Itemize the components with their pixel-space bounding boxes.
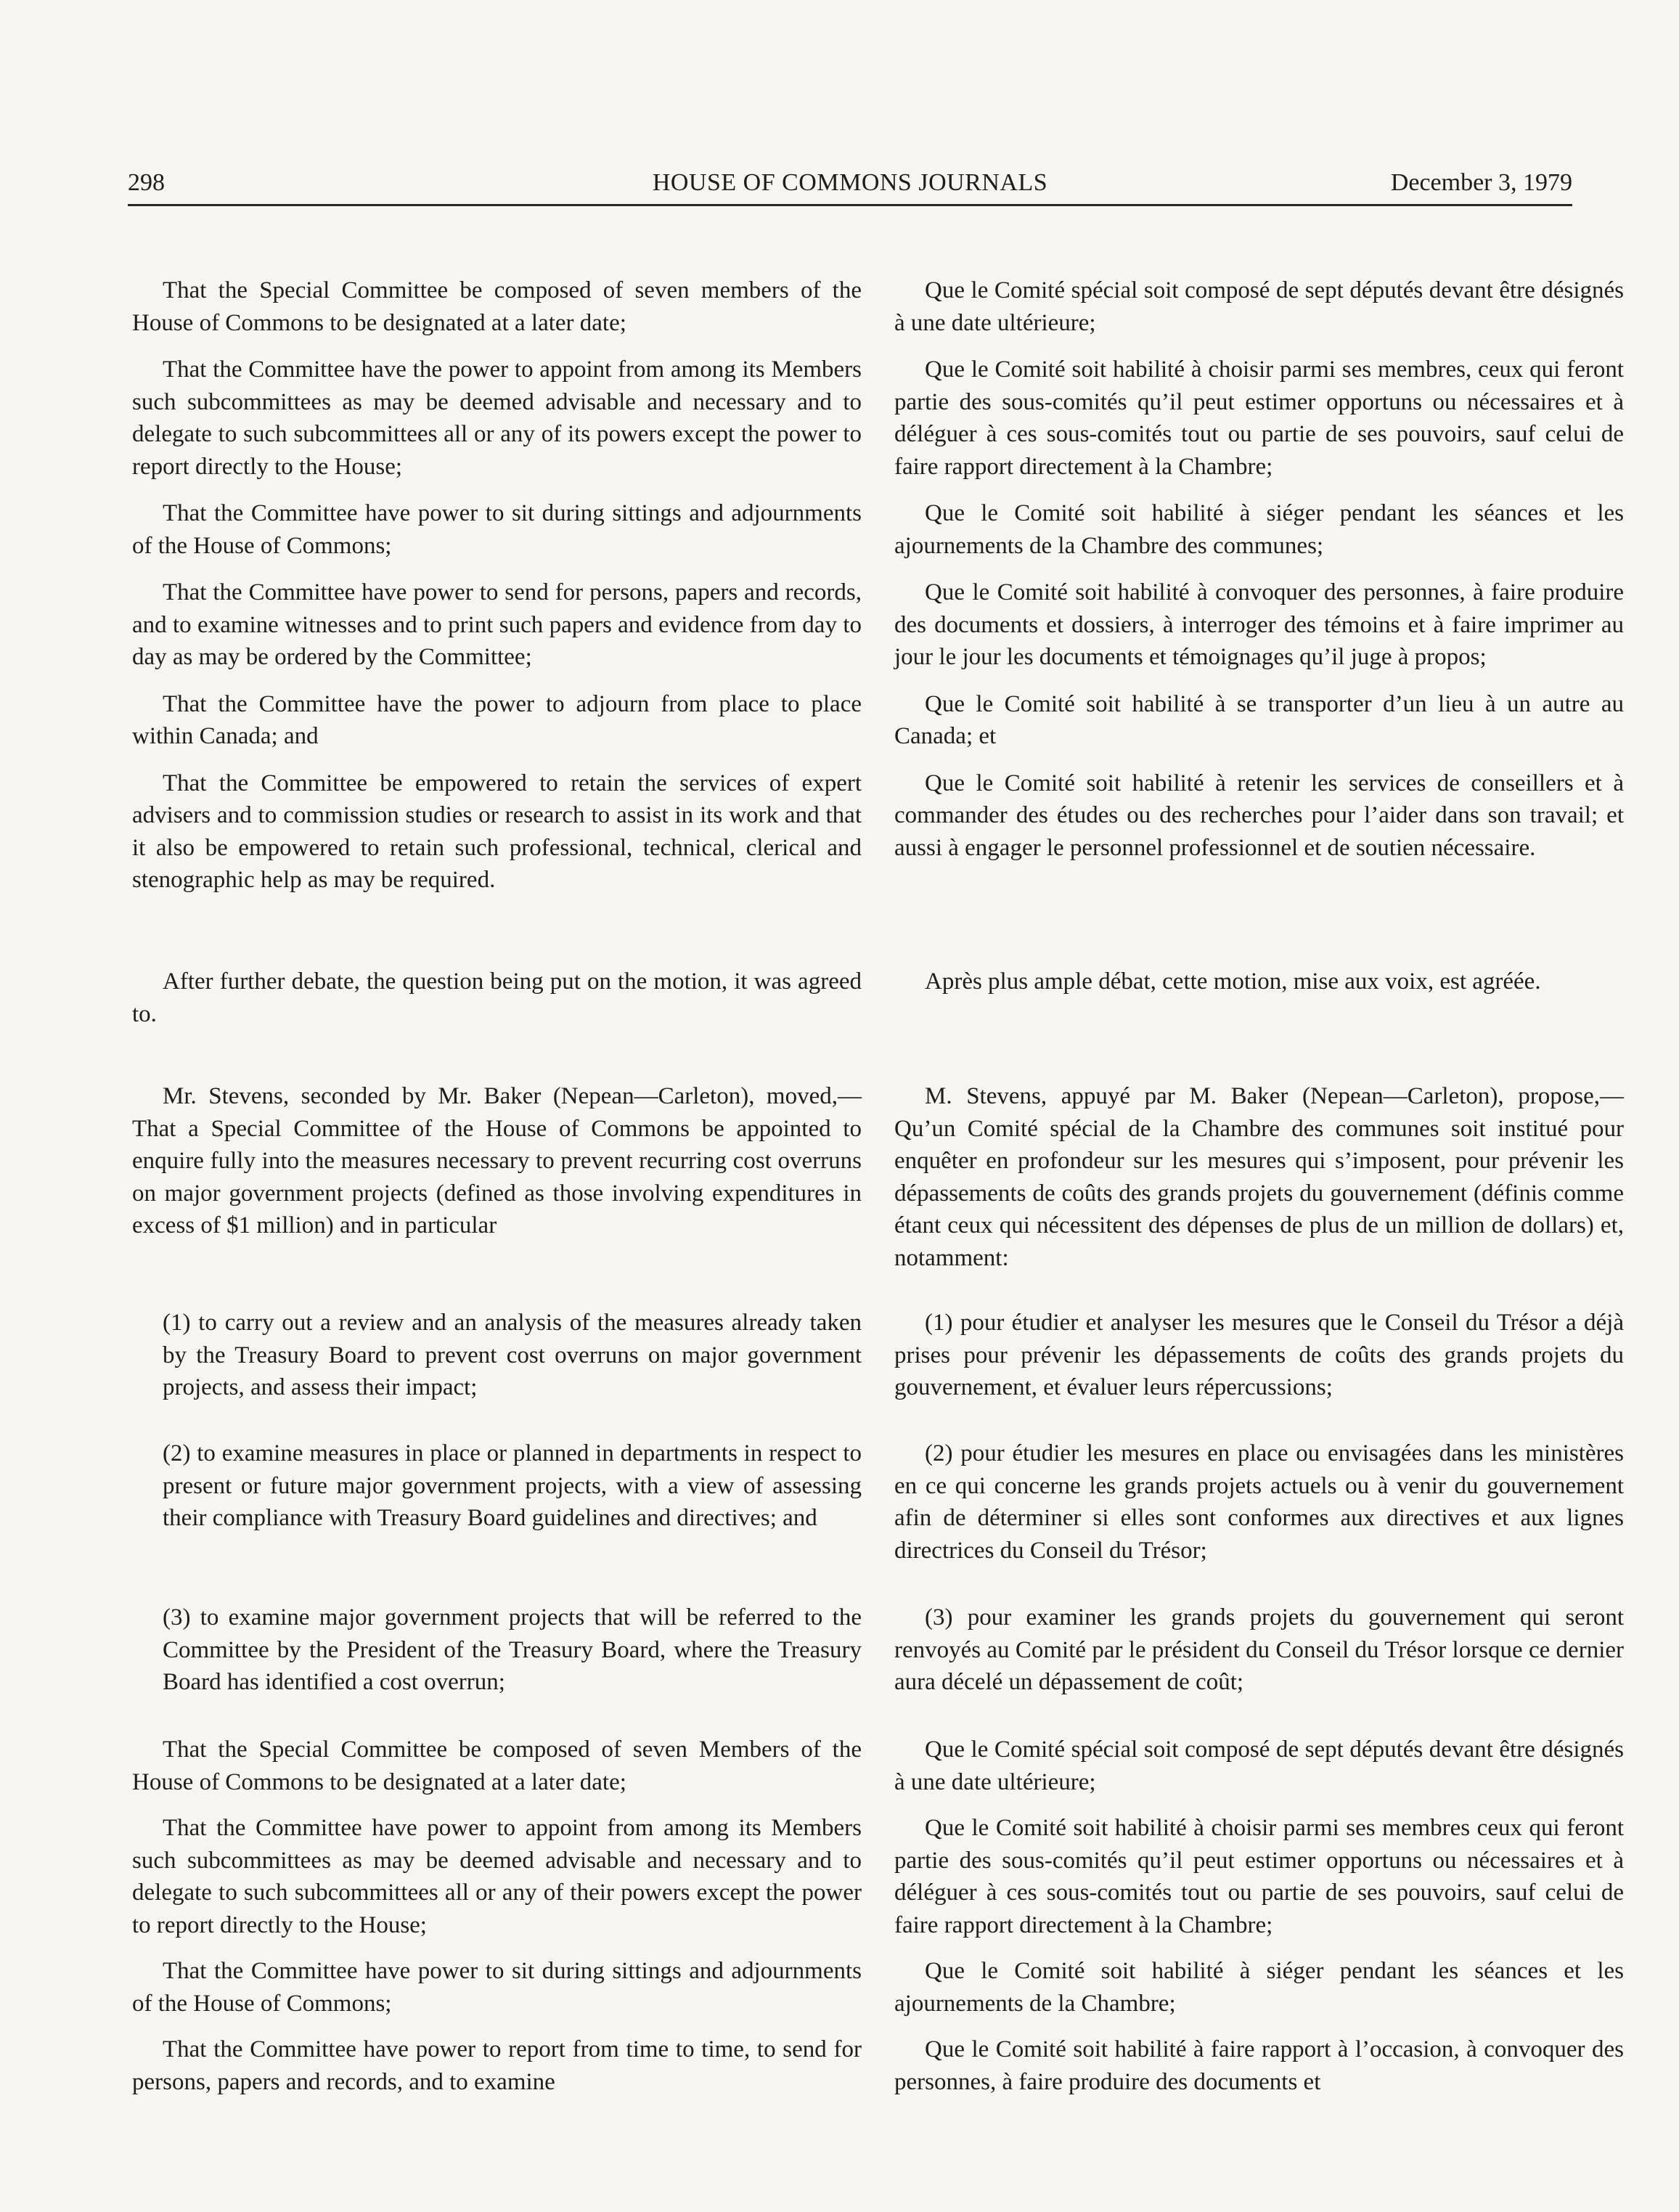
french-item-1 [894, 1307, 1624, 1404]
paragraph: That the Committee have power to sit during sittings and adjournments of the House of Commons; [132, 500, 862, 559]
paragraph: That the Committee have the power to adjourn from place to place within Canada; and [132, 690, 862, 749]
page-header [128, 168, 1572, 205]
french-agreed [894, 966, 1624, 998]
english-agreed [132, 966, 862, 1030]
english-first-motion [132, 274, 862, 897]
paragraph: Que le Comité soit habilité à retenir les services de conseillers et à commander des études ou des recherches pour l’aider dans son travail; et aussi à engager le personnel professionnel et de soutien nécessaire. [894, 770, 1624, 861]
paragraph: After further debate, the question being put on the motion, it was agreed to. [132, 968, 862, 1027]
list-item: (2) to examine measures in place or planned in departments in respect to present or future major government projects, with a view of assessing their compliance with Treasury Board guidelines and directives; and [163, 1440, 862, 1531]
french-item-3 [894, 1601, 1624, 1699]
paragraph: Que le Comité soit habilité à siéger pendant les séances et les ajournements de la Chambre des communes; [894, 500, 1624, 559]
paragraph: That the Special Committee be composed of seven Members of the House of Commons to be designated at a later date; [132, 1736, 862, 1795]
paragraph: Que le Comité soit habilité à faire rapport à l’occasion, à convoquer des personnes, à faire produire des documents et [894, 2036, 1624, 2095]
paragraph: Mr. Stevens, seconded by Mr. Baker (Nepean—Carleton), moved,—That a Special Committee of the House of Commons be appointed to enquire fully into the measures necessary to prevent recurring cost overruns on major government projects (defined as those involving expenditures in excess of $1 million) and in particular [132, 1083, 862, 1238]
paragraph: Que le Comité spécial soit composé de sept députés devant être désignés à une date ultérieure; [894, 1736, 1624, 1795]
list-item: (1) pour étudier et analyser les mesures que le Conseil du Trésor a déjà prises pour prévenir les dépassements de coûts des grands projets du gouvernement, et évaluer leurs répercussions; [894, 1310, 1624, 1400]
paragraph: Que le Comité spécial soit composé de sept députés devant être désignés à une date ultérieure; [894, 277, 1624, 336]
list-item: (2) pour étudier les mesures en place ou envisagées dans les ministères en ce qui concerne les grands projets actuels ou à venir du gouvernement afin de déterminer si elles sont conformes aux directives et aux lignes directrices du Conseil du Trésor; [894, 1440, 1624, 1564]
list-item: (1) to carry out a review and an analysis of the measures already taken by the Treasury Board to prevent cost overruns on major government projects, and assess their impact; [163, 1310, 862, 1400]
list-item: (3) to examine major government projects that will be referred to the Committee by the President of the Treasury Board, where the Treasury Board has identified a cost overrun; [163, 1604, 862, 1695]
header-rule [128, 204, 1572, 206]
paragraph: That the Committee be empowered to retain the services of expert advisers and to commission studies or research to assist in its work and that it also be empowered to retain such professional, technical, clerical and stenographic help as may be required. [132, 770, 862, 893]
english-second-motion-intro [132, 1080, 862, 1242]
list-item: (3) pour examiner les grands projets du gouvernement qui seront renvoyés au Comité par le président du Conseil du Trésor lorsque ce dernier aura décelé un dépassement de coût; [894, 1604, 1624, 1695]
page-number: 298 [128, 169, 165, 196]
french-first-motion [894, 274, 1624, 864]
english-item-2 [132, 1437, 862, 1535]
journal-date: December 3, 1979 [1390, 169, 1572, 196]
paragraph: Que le Comité soit habilité à convoquer des personnes, à faire produire des documents et dossiers, à interroger des témoins et à faire imprimer au jour le jour les documents et témoignages qu’il juge à propos; [894, 579, 1624, 670]
english-item-3 [132, 1601, 862, 1699]
paragraph: That the Committee have the power to appoint from among its Members such subcommittees as may be deemed advisable and necessary and to delegate to such subcommittees all or any of its powers except the power to report directly to the House; [132, 356, 862, 480]
english-second-motion-rest [132, 1734, 862, 2098]
french-item-2 [894, 1437, 1624, 1567]
paragraph: Que le Comité soit habilité à se transporter d’un lieu à un autre au Canada; et [894, 690, 1624, 749]
paragraph: Que le Comité soit habilité à choisir parmi ses membres, ceux qui feront partie des sous-comités qu’il peut estimer opportuns ou nécessaires et à déléguer à ces sous-comités tout ou partie de ses pouvoirs, sauf celui de faire rapport directement à la Chambre; [894, 356, 1624, 480]
paragraph: That the Committee have power to appoint from among its Members such subcommittees as may be deemed advisable and necessary and to delegate to such subcommittees all or any of their powers except the power to report directly to the House; [132, 1815, 862, 1938]
paragraph: That the Committee have power to report from time to time, to send for persons, papers and records, and to examine [132, 2036, 862, 2095]
paragraph: That the Committee have power to send for persons, papers and records, and to examine witnesses and to print such papers and evidence from day to day as may be ordered by the Committee; [132, 579, 862, 670]
paragraph: That the Special Committee be composed of seven members of the House of Commons to be designated at a later date; [132, 277, 862, 336]
paragraph: That the Committee have power to sit during sittings and adjournments of the House of Commons; [132, 1958, 862, 2017]
paragraph: Que le Comité soit habilité à siéger pendant les séances et les ajournements de la Chambre; [894, 1958, 1624, 2017]
paragraph: Que le Comité soit habilité à choisir parmi ses membres ceux qui feront partie des sous-comités qu’il peut estimer opportuns ou nécessaires et à déléguer à ces sous-comités tout ou partie de ses pouvoirs, sauf celui de faire rapport directement à la Chambre; [894, 1815, 1624, 1938]
paragraph: Après plus ample débat, cette motion, mise aux voix, est agréée. [925, 968, 1541, 995]
paragraph: M. Stevens, appuyé par M. Baker (Nepean—Carleton), propose,—Qu’un Comité spécial de la Chambre des communes soit institué pour enquêter en profondeur sur les mesures qui s’imposent, pour prévenir les dépassements de coûts des grands projets du gouvernement (définis comme étant ceux qui nécessitent des dépenses de plus de un million de dollars) et, notamment: [894, 1083, 1624, 1271]
french-second-motion-intro [894, 1080, 1624, 1274]
journal-title: HOUSE OF COMMONS JOURNALS [652, 169, 1048, 196]
english-item-1 [132, 1307, 862, 1404]
french-second-motion-rest [894, 1734, 1624, 2098]
